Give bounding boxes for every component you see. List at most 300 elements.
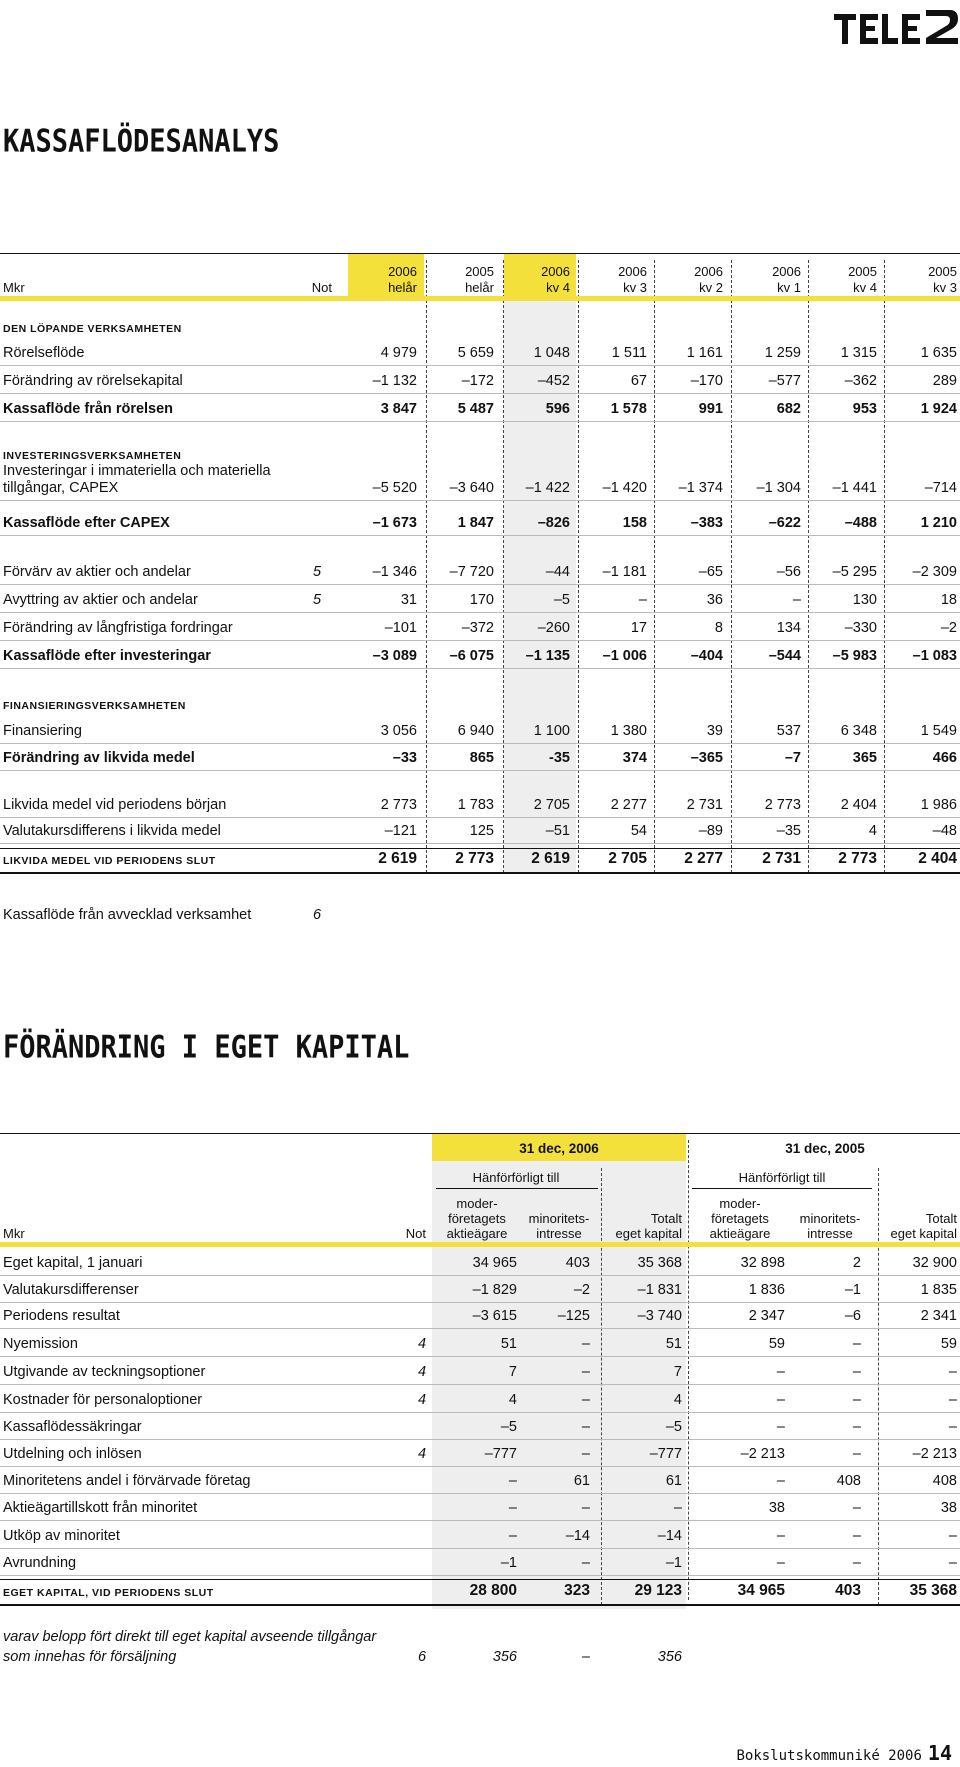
table-cell: – xyxy=(852,1555,861,1571)
table-cell: 67 xyxy=(630,373,647,389)
table-cell: –56 xyxy=(776,564,801,580)
column-header: minoritets- xyxy=(528,1211,590,1226)
row-label: Avrundning xyxy=(3,1555,77,1571)
row-label: Avyttring av aktier och andelar xyxy=(3,592,198,608)
table-cell: 2 277 xyxy=(684,850,723,867)
table-cell: –48 xyxy=(932,823,957,839)
table-cell: –383 xyxy=(690,515,723,531)
column-header: eget kapital xyxy=(890,1226,957,1241)
table-cell: 31 xyxy=(400,592,417,608)
table-cell: 2 619 xyxy=(531,850,570,867)
column-divider xyxy=(688,1140,689,1600)
table-cell: 2 773 xyxy=(380,797,417,813)
column-year: 2005 xyxy=(848,264,877,279)
table-cell: –1 132 xyxy=(372,373,417,389)
table-cell: – xyxy=(508,1500,517,1516)
table-cell: –125 xyxy=(557,1308,590,1324)
table-cell: 29 123 xyxy=(634,1582,682,1599)
table-cell: – xyxy=(581,1555,590,1571)
row-label: Utdelning och inlösen xyxy=(3,1446,142,1462)
row-rule xyxy=(0,1275,960,1276)
column-year: 2006 xyxy=(618,264,647,279)
not-header: Not xyxy=(405,1226,426,1241)
table-cell: 32 900 xyxy=(912,1255,957,1271)
table-cell: 4 xyxy=(673,1392,682,1408)
table-cell: 7 xyxy=(673,1364,682,1380)
table-cell: –1 181 xyxy=(602,564,647,580)
table-cell: –260 xyxy=(537,620,570,636)
row-rule xyxy=(0,1412,960,1413)
table-cell: 408 xyxy=(932,1473,957,1489)
table-cell: 36 xyxy=(706,592,723,608)
table-cell: 953 xyxy=(852,401,877,417)
table-cell: –170 xyxy=(690,373,723,389)
table-cell: –372 xyxy=(461,620,494,636)
table-cell: –51 xyxy=(545,823,570,839)
page-footer xyxy=(736,1741,952,1765)
table-cell: 158 xyxy=(622,515,647,531)
table-cell: –1 135 xyxy=(525,648,570,664)
table-cell: – xyxy=(776,1419,785,1435)
table-cell: 408 xyxy=(836,1473,861,1489)
table-cell: –1 422 xyxy=(525,480,570,496)
note-ref: 5 xyxy=(313,564,322,580)
table-cell: – xyxy=(508,1473,517,1489)
cashflow-title: KASSAFLÖDESANALYS xyxy=(3,124,280,160)
row-rule xyxy=(0,1520,960,1521)
table-cell: 39 xyxy=(706,723,723,739)
table-cell: 2 731 xyxy=(686,797,723,813)
row-rule xyxy=(0,393,960,394)
table-cell: –5 xyxy=(553,592,570,608)
table-cell: 682 xyxy=(776,401,801,417)
table-cell: –5 295 xyxy=(832,564,877,580)
row-label: tillgångar, CAPEX xyxy=(3,480,119,496)
attributable-label: Hänförförligt till xyxy=(472,1170,560,1185)
column-header: aktieägare xyxy=(446,1226,508,1241)
table-cell: –1 673 xyxy=(372,515,417,531)
column-period: kv 3 xyxy=(933,280,957,295)
table-cell: 2 773 xyxy=(838,850,877,867)
table-cell: 1 924 xyxy=(920,401,957,417)
table-cell: –714 xyxy=(924,480,957,496)
row-label: LIKVIDA MEDEL VID PERIODENS SLUT xyxy=(3,855,216,867)
header-rule xyxy=(0,1242,960,1247)
table-cell: 1 578 xyxy=(610,401,647,417)
table-cell: –3 089 xyxy=(372,648,417,664)
table-cell: 1 835 xyxy=(920,1282,957,1298)
table-cell: 38 xyxy=(768,1500,785,1516)
table-cell: –1 xyxy=(500,1555,517,1571)
table-cell: –2 213 xyxy=(912,1446,957,1462)
row-rule xyxy=(0,1575,960,1576)
row-label: Periodens resultat xyxy=(3,1308,120,1324)
table-cell: –3 615 xyxy=(472,1308,517,1324)
table-cell: –365 xyxy=(690,750,723,766)
note-ref: 4 xyxy=(418,1446,427,1462)
table-cell: – xyxy=(852,1500,861,1516)
table-cell: 2 347 xyxy=(748,1308,785,1324)
row-rule xyxy=(0,640,960,641)
column-header: Totalt xyxy=(650,1211,682,1226)
row-rule xyxy=(0,743,960,744)
table-cell: – xyxy=(852,1364,861,1380)
table-cell: 466 xyxy=(932,750,957,766)
table-cell: –33 xyxy=(392,750,417,766)
table-cell: 1 635 xyxy=(920,345,957,361)
row-rule xyxy=(0,770,960,771)
column-year: 2006 xyxy=(541,264,570,279)
row-label: Rörelseflöde xyxy=(3,345,85,361)
table-cell: 1 847 xyxy=(457,515,494,531)
column-header: eget kapital xyxy=(615,1226,682,1241)
table-cell: 323 xyxy=(564,1582,590,1599)
table-cell: –5 xyxy=(665,1419,682,1435)
table-cell: – xyxy=(852,1446,861,1462)
table-cell: –1 831 xyxy=(637,1282,682,1298)
table-cell: 54 xyxy=(630,823,647,839)
table-cell: 18 xyxy=(940,592,957,608)
row-rule xyxy=(0,1384,960,1385)
table-cell: 1 511 xyxy=(611,345,647,361)
table-cell: –2 xyxy=(573,1282,590,1298)
row-rule xyxy=(0,1328,960,1329)
row-rule xyxy=(0,1466,960,1467)
column-header: moder- xyxy=(456,1196,498,1211)
table-cell: – xyxy=(776,1364,785,1380)
row-rule xyxy=(0,584,960,585)
table-cell: –5 xyxy=(500,1419,517,1435)
table-cell: 28 800 xyxy=(469,1582,517,1599)
table-cell: 61 xyxy=(665,1473,682,1489)
date-2006: 31 dec, 2006 xyxy=(519,1141,599,1156)
table-cell: –3 640 xyxy=(449,480,494,496)
table-cell: – xyxy=(581,1336,590,1352)
column-period: kv 3 xyxy=(623,280,647,295)
table-cell: –1 441 xyxy=(832,480,877,496)
table-cell: 596 xyxy=(545,401,570,417)
table-cell: 2 705 xyxy=(608,850,647,867)
table-cell: – xyxy=(776,1528,785,1544)
table-cell: – xyxy=(852,1419,861,1435)
table-cell: 2 773 xyxy=(455,850,494,867)
row-label: Kassaflöde från rörelsen xyxy=(3,401,174,417)
sub-rule xyxy=(692,1188,872,1189)
table-cell: 2 404 xyxy=(840,797,877,813)
table-cell: 61 xyxy=(573,1473,590,1489)
table-cell: 4 xyxy=(868,823,877,839)
row-rule xyxy=(0,1604,960,1606)
table-cell: –6 xyxy=(844,1308,861,1324)
row-label: Kassaflöde efter investeringar xyxy=(3,648,211,664)
table-cell: 365 xyxy=(852,750,877,766)
note-ref: 6 xyxy=(418,1649,427,1665)
table-cell: –488 xyxy=(844,515,877,531)
footnote-cell: 356 xyxy=(657,1649,682,1665)
row-label: Valutakursdifferens i likvida medel xyxy=(3,823,221,839)
table-cell: –362 xyxy=(844,373,877,389)
row-label: Eget kapital, 1 januari xyxy=(3,1255,143,1271)
table-cell: 59 xyxy=(940,1336,957,1352)
column-period: kv 2 xyxy=(699,280,723,295)
row-label: Aktieägartillskott från minoritet xyxy=(3,1500,198,1516)
table-cell: –622 xyxy=(768,515,801,531)
table-cell: –14 xyxy=(657,1528,682,1544)
note-ref: 4 xyxy=(418,1364,427,1380)
row-rule xyxy=(0,612,960,613)
tele2-logo xyxy=(832,6,960,48)
table-cell: –7 720 xyxy=(449,564,494,580)
table-cell: 2 404 xyxy=(918,850,957,867)
header-rule xyxy=(0,296,960,301)
table-cell: 2 619 xyxy=(378,850,417,867)
table-cell: –330 xyxy=(844,620,877,636)
table-cell: –577 xyxy=(768,373,801,389)
table-cell: 991 xyxy=(698,401,723,417)
table-cell: 289 xyxy=(932,373,957,389)
table-cell: 1 210 xyxy=(920,515,957,531)
row-label: Valutakursdifferenser xyxy=(3,1282,139,1298)
table-cell: – xyxy=(948,1528,957,1544)
row-label: Förändring av rörelsekapital xyxy=(3,373,183,389)
table-cell: 2 277 xyxy=(610,797,647,813)
table-cell: – xyxy=(852,1392,861,1408)
footnote-cell: 356 xyxy=(492,1649,517,1665)
table-cell: 403 xyxy=(565,1255,590,1271)
column-header: Totalt xyxy=(925,1211,957,1226)
row-rule xyxy=(0,848,960,849)
table-cell: 2 773 xyxy=(764,797,801,813)
row-rule xyxy=(0,843,960,844)
row-rule xyxy=(0,1493,960,1494)
table-cell: –5 983 xyxy=(832,648,877,664)
table-cell: –5 520 xyxy=(372,480,417,496)
table-cell: 4 979 xyxy=(380,345,417,361)
note-ref: 6 xyxy=(313,907,322,923)
table-cell: 1 259 xyxy=(764,345,801,361)
table-cell: –404 xyxy=(690,648,723,664)
table-cell: –44 xyxy=(545,564,570,580)
table-cell: –121 xyxy=(384,823,417,839)
table-cell: – xyxy=(948,1364,957,1380)
table-cell: 537 xyxy=(776,723,801,739)
table-cell: –35 xyxy=(776,823,801,839)
column-header: aktieägare xyxy=(709,1226,771,1241)
footnote-cell: – xyxy=(581,1649,590,1665)
table-cell: 1 549 xyxy=(920,723,957,739)
column-year: 2005 xyxy=(465,264,494,279)
table-cell: 1 986 xyxy=(920,797,957,813)
mkr-header: Mkr xyxy=(3,280,25,295)
table-cell: –7 xyxy=(784,750,801,766)
column-period: helår xyxy=(465,280,494,295)
section-heading: INVESTERINGSVERKSAMHETEN xyxy=(3,450,182,462)
table-cell: –777 xyxy=(484,1446,517,1462)
table-cell: – xyxy=(581,1392,590,1408)
table-cell: –1 420 xyxy=(602,480,647,496)
table-cell: 35 368 xyxy=(637,1255,682,1271)
table-cell: 6 940 xyxy=(457,723,494,739)
footnote-line: som innehas för försäljning xyxy=(3,1649,177,1665)
table-cell: – xyxy=(852,1336,861,1352)
row-label: Kassaflöde efter CAPEX xyxy=(3,515,170,531)
row-rule xyxy=(0,1439,960,1440)
table-cell: – xyxy=(948,1555,957,1571)
attributable-label: Hänförförligt till xyxy=(738,1170,826,1185)
note-ref: 4 xyxy=(418,1336,427,1352)
table-cell: –6 075 xyxy=(449,648,494,664)
row-rule xyxy=(0,872,960,874)
table-cell: 2 731 xyxy=(762,850,801,867)
table-cell: –3 740 xyxy=(637,1308,682,1324)
table-cell: 7 xyxy=(508,1364,517,1380)
table-cell: 134 xyxy=(776,620,801,636)
table-cell: 374 xyxy=(622,750,647,766)
column-header: intresse xyxy=(536,1226,582,1241)
table-cell: 1 161 xyxy=(686,345,723,361)
table-cell: 3 056 xyxy=(380,723,417,739)
table-cell: 3 847 xyxy=(380,401,417,417)
table-cell: -35 xyxy=(549,750,570,766)
table-cell: 51 xyxy=(500,1336,517,1352)
column-period: helår xyxy=(388,280,417,295)
table-cell: – xyxy=(673,1500,682,1516)
table-cell: 4 xyxy=(508,1392,517,1408)
table-cell: 2 341 xyxy=(920,1308,957,1324)
column-header: moder- xyxy=(719,1196,761,1211)
table-cell: –65 xyxy=(698,564,723,580)
table-cell: – xyxy=(581,1500,590,1516)
table-cell: –1 xyxy=(844,1282,861,1298)
sub-rule xyxy=(436,1188,598,1189)
row-label: EGET KAPITAL, VID PERIODENS SLUT xyxy=(3,1587,214,1599)
table-cell: 1 315 xyxy=(840,345,877,361)
table-cell: – xyxy=(776,1392,785,1408)
column-period: kv 4 xyxy=(853,280,877,295)
column-header: minoritets- xyxy=(799,1211,861,1226)
table-cell: 6 348 xyxy=(840,723,877,739)
table-cell: –826 xyxy=(537,515,570,531)
table-cell: –1 374 xyxy=(678,480,723,496)
row-label: Nyemission xyxy=(3,1336,78,1352)
table-cell: –89 xyxy=(698,823,723,839)
column-header: företagets xyxy=(711,1211,769,1226)
column-year: 2006 xyxy=(694,264,723,279)
table-cell: –2 xyxy=(940,620,957,636)
column-year: 2005 xyxy=(928,264,957,279)
note-ref: 5 xyxy=(313,592,322,608)
row-label: Finansiering xyxy=(3,723,82,739)
row-rule xyxy=(0,535,960,536)
column-year: 2006 xyxy=(772,264,801,279)
table-cell: 51 xyxy=(665,1336,682,1352)
equity-title: FÖRÄNDRING I EGET KAPITAL xyxy=(3,1030,410,1066)
column-header: företagets xyxy=(448,1211,506,1226)
table-cell: – xyxy=(581,1446,590,1462)
table-cell: 34 965 xyxy=(737,1582,785,1599)
column-period: kv 4 xyxy=(546,280,570,295)
table-cell: – xyxy=(581,1419,590,1435)
table-cell: – xyxy=(852,1528,861,1544)
row-label: Utgivande av teckningsoptioner xyxy=(3,1364,206,1380)
column-year: 2006 xyxy=(388,264,417,279)
row-rule xyxy=(0,500,960,501)
table-cell: – xyxy=(792,592,801,608)
page-number: 14 xyxy=(927,1741,952,1765)
table-cell: –1 829 xyxy=(472,1282,517,1298)
column-header: intresse xyxy=(807,1226,853,1241)
table-cell: –1 006 xyxy=(602,648,647,664)
top-rule xyxy=(0,1133,960,1134)
row-label: Förändring av långfristiga fordringar xyxy=(3,620,233,636)
row-rule xyxy=(0,668,960,669)
table-cell: 8 xyxy=(714,620,723,636)
column-period: kv 1 xyxy=(777,280,801,295)
footer-text: Bokslutskommuniké 2006 xyxy=(736,1748,922,1764)
row-rule xyxy=(0,817,960,818)
table-cell: –2 213 xyxy=(740,1446,785,1462)
table-cell: 2 xyxy=(852,1255,861,1271)
row-label: Kostnader för personaloptioner xyxy=(3,1392,203,1408)
not-header: Not xyxy=(311,280,332,295)
table-cell: –777 xyxy=(649,1446,682,1462)
table-cell: 34 965 xyxy=(472,1255,517,1271)
table-cell: 38 xyxy=(940,1500,957,1516)
row-label: Investeringar i immateriella och materiella xyxy=(3,463,271,479)
table-cell: –1 xyxy=(665,1555,682,1571)
table-cell: 1 048 xyxy=(533,345,570,361)
table-cell: –14 xyxy=(565,1528,590,1544)
row-label: Likvida medel vid periodens början xyxy=(3,797,227,813)
table-cell: 130 xyxy=(852,592,877,608)
table-cell: 5 487 xyxy=(457,401,494,417)
table-cell: – xyxy=(948,1419,957,1435)
table-cell: 5 659 xyxy=(457,345,494,361)
row-rule xyxy=(0,1356,960,1357)
table-cell: 35 368 xyxy=(909,1582,957,1599)
table-cell: –452 xyxy=(537,373,570,389)
table-cell: –1 346 xyxy=(372,564,417,580)
table-cell: 17 xyxy=(630,620,647,636)
note-ref: 4 xyxy=(418,1392,427,1408)
row-label: Förändring av likvida medel xyxy=(3,750,195,766)
table-cell: –101 xyxy=(384,620,417,636)
date-2005: 31 dec, 2005 xyxy=(785,1141,865,1156)
row-rule xyxy=(0,1579,960,1580)
table-cell: 1 783 xyxy=(457,797,494,813)
table-cell: 59 xyxy=(768,1336,785,1352)
row-label: Kassaflödessäkringar xyxy=(3,1419,142,1435)
section-heading: FINANSIERINGSVERKSAMHETEN xyxy=(3,700,186,712)
section-heading: DEN LÖPANDE VERKSAMHETEN xyxy=(3,323,182,335)
table-cell: –1 304 xyxy=(756,480,801,496)
table-cell: 170 xyxy=(469,592,494,608)
table-cell: – xyxy=(581,1364,590,1380)
table-cell: – xyxy=(508,1528,517,1544)
column-divider xyxy=(884,260,885,873)
discontinued-label: Kassaflöde från avvecklad verksamhet xyxy=(3,907,252,923)
row-rule xyxy=(0,1302,960,1303)
row-label: Förvärv av aktier och andelar xyxy=(3,564,191,580)
table-cell: –2 309 xyxy=(912,564,957,580)
mkr-header: Mkr xyxy=(3,1226,25,1241)
table-cell: 125 xyxy=(469,823,494,839)
footnote-line: varav belopp fört direkt till eget kapital avseende tillgångar xyxy=(3,1629,377,1645)
row-label: Utköp av minoritet xyxy=(3,1528,120,1544)
table-cell: –172 xyxy=(461,373,494,389)
table-cell: 2 705 xyxy=(533,797,570,813)
row-rule xyxy=(0,365,960,366)
